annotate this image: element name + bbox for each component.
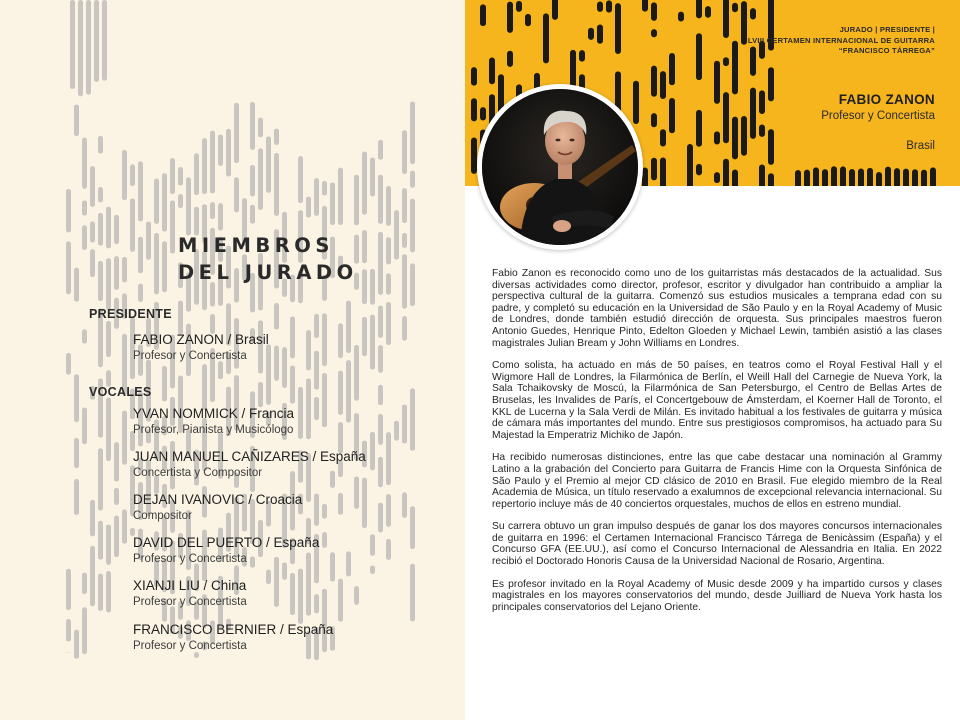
decorative-bar [250, 102, 255, 150]
biography [492, 268, 942, 624]
right-page [465, 0, 960, 720]
bio-paragraph: Es profesor invitado en la Royal Academy of Music desde 2009 y ha impartido cursos y clases magistrales en los mayores conservatorios del mundo, desde Juilliard de Nueva York hasta los principales conservatorios del Lejano Oriente. [492, 578, 942, 613]
decorative-bar [154, 233, 159, 294]
decorative-bar [471, 98, 477, 121]
decorative-bar [74, 630, 79, 659]
decorative-bar [274, 153, 279, 216]
decorative-bar [122, 150, 127, 200]
decorative-bar [98, 448, 103, 510]
decorative-bar [588, 28, 594, 40]
decorative-bar [597, 2, 603, 12]
decorative-bar [642, 0, 648, 12]
decorative-bar [74, 268, 79, 302]
decorative-bar [867, 168, 873, 186]
decorative-bar [314, 594, 319, 613]
decorative-bar [705, 6, 711, 18]
decorative-bar [122, 509, 127, 543]
decorative-bar [82, 329, 87, 343]
decorative-bar [471, 67, 477, 85]
decorative-bar [298, 569, 303, 624]
decorative-bar [507, 2, 513, 33]
decorative-bar [651, 2, 657, 21]
decorative-bar [218, 361, 223, 379]
decorative-bar [615, 3, 621, 54]
member-name: FABIO ZANON / Brasil [133, 332, 269, 347]
decorative-bar [386, 539, 391, 560]
decorative-bar [322, 373, 327, 427]
decorative-bar [250, 165, 255, 196]
decorative-bar [378, 306, 383, 338]
decorative-bar [402, 233, 407, 248]
decorative-bar [250, 205, 255, 224]
member-role: Profesor, Pianista y Musicólogo [133, 424, 294, 436]
decorative-bar [82, 138, 87, 189]
decorative-bar [606, 0, 612, 12]
member-role: Profesor y Concertista [133, 640, 247, 652]
decorative-bar [90, 500, 95, 537]
decorative-bar [90, 221, 95, 242]
decorative-bar [290, 365, 295, 403]
decorative-bar [362, 230, 367, 263]
decorative-bar [234, 177, 239, 212]
decorative-bar [266, 570, 271, 585]
decorative-bar [714, 172, 720, 183]
decorative-bar [138, 284, 143, 302]
decorative-bar [410, 388, 415, 451]
member-entry [133, 449, 366, 480]
decorative-bar [178, 301, 183, 335]
decorative-bar [714, 61, 720, 104]
decorative-bar [74, 479, 79, 515]
decorative-bar [322, 532, 327, 548]
decorative-bar [741, 1, 747, 45]
decorative-bar [94, 0, 99, 82]
decorative-bar [354, 175, 359, 225]
decorative-bar [660, 158, 666, 186]
decorative-bar [266, 136, 271, 193]
decorative-bar [362, 151, 367, 214]
decorative-bar [258, 382, 263, 407]
decorative-bar [306, 378, 311, 439]
member-role: Profesor y Concertista [133, 553, 247, 565]
member-name: DEJAN IVANOVIC / Croacia [133, 492, 303, 507]
decorative-bar [849, 169, 855, 186]
president-heading: PRESIDENTE [89, 307, 172, 321]
decorative-bar [370, 157, 375, 196]
decorative-bar [226, 129, 231, 177]
decorative-bar [831, 166, 837, 186]
decorative-bar [322, 313, 327, 366]
honoree-country: Brasil [906, 140, 935, 152]
decorative-bar [306, 196, 311, 217]
decorative-bar [338, 579, 343, 622]
decorative-bar [507, 51, 513, 67]
decorative-bar [178, 194, 183, 208]
decorative-bar [386, 273, 391, 294]
decorative-bar [912, 169, 918, 186]
decorative-bar [723, 92, 729, 143]
decorative-bar [480, 4, 486, 26]
member-role: Profesor y Concertista [133, 350, 247, 362]
decorative-bar [402, 492, 407, 518]
decorative-bar [90, 249, 95, 277]
event-caption-line-2: LVIII CERTAMEN INTERNACIONAL DE GUITARRA [747, 35, 935, 45]
decorative-bar [86, 0, 91, 95]
decorative-bar [402, 316, 407, 341]
decorative-bar [732, 41, 738, 95]
member-entry [133, 406, 294, 437]
decorative-bar [651, 113, 657, 127]
decorative-bar [114, 442, 119, 481]
decorative-bar [290, 573, 295, 615]
decorative-bar [750, 88, 756, 139]
decorative-bar [130, 198, 135, 252]
decorative-bar [840, 166, 846, 186]
decorative-bar [885, 167, 891, 186]
decorative-bar [102, 0, 107, 81]
decorative-bar [768, 173, 774, 186]
member-name: YVAN NOMMICK / Francia [133, 406, 295, 421]
decorative-bar [74, 105, 79, 137]
decorative-bar [402, 254, 407, 309]
decorative-bar [651, 66, 657, 97]
decorative-bar [314, 493, 319, 525]
bio-paragraph: Como solista, ha actuado en más de 50 países, en teatros como el Royal Festival Hall y el Wigmore Hall de Londres, la Filarmónica de Berlín, el Weill Hall del Carnegie de Nueva York, la Sala Tchaikovsky de Moscú, la Filarmónica de San Petersburgo, el Centro de Bellas Artes de Bruselas, les Invalides de París, el Concertgebouw de Ámsterdam, el Koerner Hall de Toronto, el KKL de Lucerna y la Sala Verdi de Milán. Es invitado habitual a los festivales de guitarra y música de cámara más importantes del mundo. Entre sus prestigiosos compromisos, ha actuado para Su Majestad la Emperatriz Michiko de Japón. [492, 360, 942, 441]
decorative-bar [218, 134, 223, 166]
decorative-bar [525, 14, 531, 26]
decorative-bar [378, 175, 383, 224]
decorative-bar [162, 366, 167, 402]
decorative-bar [669, 53, 675, 85]
decorative-bar [386, 494, 391, 527]
decorative-bar [290, 316, 295, 358]
decorative-bar [338, 168, 343, 225]
decorative-bar [378, 503, 383, 533]
decorative-bar [543, 13, 549, 63]
president-entry [133, 332, 269, 363]
decorative-bar [362, 269, 367, 304]
jury-title [178, 232, 358, 286]
decorative-bar [386, 237, 391, 264]
decorative-bar [354, 476, 359, 509]
decorative-bar [78, 0, 83, 96]
decorative-bar [82, 225, 87, 250]
decorative-bar [410, 171, 415, 188]
decorative-bar [687, 144, 693, 186]
decorative-bar [732, 3, 738, 13]
decorative-bar [170, 158, 175, 194]
decorative-bar [410, 102, 415, 165]
decorative-bar [768, 129, 774, 165]
decorative-bar [876, 172, 882, 186]
decorative-bar [90, 546, 95, 607]
decorative-bar [750, 8, 756, 19]
decorative-bar [70, 0, 75, 89]
decorative-bar [930, 167, 936, 186]
decorative-bar [903, 169, 909, 186]
decorative-bar [82, 200, 87, 215]
decorative-bar [378, 140, 383, 160]
member-name: JUAN MANUEL CAÑIZARES / España [133, 449, 366, 464]
decorative-bar [894, 168, 900, 186]
decorative-bar [98, 261, 103, 301]
member-entry [133, 535, 319, 566]
decorative-bar [274, 346, 279, 381]
decorative-bar [732, 117, 738, 160]
decorative-bar [338, 323, 343, 358]
honoree-role: Profesor y Concertista [821, 110, 935, 122]
decorative-bar [759, 90, 765, 114]
decorative-bar [410, 506, 415, 549]
decorative-bar [633, 81, 639, 124]
decorative-bar [186, 177, 191, 235]
decorative-bar [98, 213, 103, 246]
decorative-bar [194, 652, 199, 658]
decorative-bar [202, 138, 207, 194]
member-entry [133, 578, 247, 609]
decorative-bar [858, 168, 864, 186]
decorative-bar [723, 159, 729, 186]
decorative-bar [298, 387, 303, 439]
decorative-bar [106, 524, 111, 564]
decorative-bar [370, 432, 375, 471]
decorative-bar [678, 12, 684, 22]
bio-paragraph: Ha recibido numerosas distinciones, entre las que cabe destacar una nominación al Grammy Latino a la grabación del Concierto para Guitarra de Francis Hime con la Orquesta Sinfónica de São Paulo y el Premio al mejor CD clásico de 2010 en Brasil. Fue elegido miembro de la Real Academia de Música, un título reservado a exalumnos de excepcional relevancia internacional. Su repertorio incluye más de 40 conciertos orquestales, muchos de ellos en estreno mundial. [492, 452, 942, 510]
decorative-bar [410, 263, 415, 306]
decorative-bar [378, 385, 383, 406]
event-caption-line-1: JURADO | PRESIDENTE | [839, 25, 935, 34]
decorative-bar [66, 189, 71, 232]
decorative-bar [696, 164, 702, 175]
decorative-bar [258, 148, 263, 210]
decorative-bar [402, 188, 407, 223]
decorative-bar [338, 493, 343, 515]
jury-title-line-2: DEL JURADO [178, 261, 358, 284]
member-name: DAVID DEL PUERTO / España [133, 535, 320, 550]
decorative-bar [66, 353, 71, 375]
decorative-bar [480, 107, 486, 120]
decorative-bar [804, 170, 810, 186]
decorative-bar [322, 504, 327, 519]
decorative-bar [82, 573, 87, 595]
decorative-bar [378, 414, 383, 445]
decorative-bar [822, 169, 828, 186]
decorative-bar [154, 178, 159, 224]
decorative-bar [759, 165, 765, 186]
decorative-bar [106, 321, 111, 357]
vocals-heading: VOCALES [89, 385, 152, 399]
decorative-bar [696, 33, 702, 80]
decorative-bar [122, 411, 127, 465]
decorative-bar [258, 118, 263, 138]
decorative-bar [489, 57, 495, 84]
decorative-bar [122, 257, 127, 283]
decorative-bar [346, 360, 351, 422]
decorative-bar [696, 110, 702, 147]
decorative-bar [66, 569, 71, 611]
decorative-bar [178, 167, 183, 186]
decorative-bar [330, 552, 335, 581]
decorative-bar [378, 457, 383, 488]
decorative-bar [723, 57, 729, 66]
member-role: Concertista y Compositor [133, 467, 263, 479]
member-entry [133, 492, 302, 523]
decorative-bar [138, 237, 143, 273]
decorative-bar [202, 364, 207, 410]
decorative-bar [106, 398, 111, 462]
decorative-bar [354, 586, 359, 605]
decorative-bar [660, 71, 666, 99]
decorative-bar [98, 187, 103, 202]
decorative-bar [170, 200, 175, 253]
decorative-bar [402, 404, 407, 443]
member-name: FRANCISCO BERNIER / España [133, 622, 334, 637]
decorative-bar [274, 129, 279, 145]
decorative-bar [516, 1, 522, 12]
decorative-bar [194, 153, 199, 195]
decorative-bar [98, 136, 103, 154]
decorative-bar [378, 345, 383, 373]
member-role: Compositor [133, 510, 192, 522]
bio-paragraph: Fabio Zanon es reconocido como uno de los guitarristas más destacados de la actualidad. Sus diversas actividades como director, profesor, escritor y divulgador han contribuido a ampliar la perspectiva cultural de la guitarra. Comenzó sus estudios musicales a temprana edad con su padre, y completó su educación en la Universidad de São Paulo y en la Royal Academy of Music de Londres, donde también estudió dirección de orquesta. Sus principales maestros fueron Antonio Guedes, Henrique Pinto, Edelton Gloeden y Michael Lewin, también asistió a las clases magistrales Julian Bream y John Williams en Londres. [492, 268, 942, 349]
decorative-bar [114, 215, 119, 244]
decorative-bar [346, 551, 351, 576]
decorative-bar [651, 29, 657, 37]
decorative-bar [597, 24, 603, 43]
decorative-bar [660, 129, 666, 146]
decorative-bar [768, 67, 774, 101]
decorative-bar [370, 565, 375, 574]
decorative-bar [322, 181, 327, 196]
decorative-bar [552, 0, 558, 20]
decorative-bar [394, 210, 399, 260]
decorative-bar [114, 488, 119, 505]
decorative-bar [669, 98, 675, 133]
decorative-bar [759, 124, 765, 136]
decorative-bar [338, 371, 343, 415]
decorative-bar [66, 241, 71, 294]
decorative-bar [813, 167, 819, 186]
decorative-bar [386, 432, 391, 485]
decorative-bar [162, 173, 167, 232]
decorative-bar [282, 347, 287, 388]
decorative-bar [579, 50, 585, 61]
portrait-photo [482, 89, 638, 245]
member-role: Profesor y Concertista [133, 596, 247, 608]
decorative-bar [106, 571, 111, 613]
decorative-bar [114, 256, 119, 290]
decorative-bar [314, 178, 319, 216]
decorative-bar [354, 345, 359, 401]
decorative-bar [402, 130, 407, 174]
decorative-bar [98, 574, 103, 611]
decorative-bar [210, 314, 215, 334]
event-caption-line-3: “FRANCISCO TÁRREGA” [838, 46, 935, 55]
decorative-bar [651, 158, 657, 181]
decorative-bar [146, 221, 151, 259]
decorative-bar [82, 607, 87, 654]
decorative-bar [106, 207, 111, 249]
honoree-name: FABIO ZANON [838, 92, 935, 107]
decorative-bar [921, 170, 927, 186]
member-name: XIANJI LIU / China [133, 578, 247, 593]
decorative-bar [410, 564, 415, 622]
decorative-bar [370, 534, 375, 556]
bio-paragraph: Su carrera obtuvo un gran impulso después de ganar los dos mayores concursos internacionales de guitarra en 1996: el Certamen Internacional Francisco Tárrega de Benicàssim (España) y el Concurso GFA (EE.UU.), así como el Concurso Internacional de Alessandria en Italia. En 2022 recibió el Doctorado Honoris Causa de la Universidad Nacional de Rosario, Argentina. [492, 521, 942, 568]
decorative-bar [410, 199, 415, 253]
decorative-bar [66, 619, 71, 642]
decorative-bar [218, 203, 223, 231]
event-caption [748, 25, 935, 57]
decorative-bar [74, 438, 79, 468]
decorative-bar [370, 269, 375, 305]
decorative-bar [274, 303, 279, 330]
decorative-bar [210, 131, 215, 194]
decorative-bar [362, 317, 367, 356]
decorative-bar [234, 103, 239, 163]
decorative-bar [306, 330, 311, 370]
decorative-bar [314, 351, 319, 390]
decorative-bar [82, 407, 87, 444]
left-page [0, 0, 465, 720]
decorative-bar [98, 521, 103, 560]
decorative-bar [795, 170, 801, 186]
decorative-bar [114, 516, 119, 558]
decorative-bar [362, 478, 367, 528]
decorative-bar [330, 182, 335, 225]
decorative-bar [696, 0, 702, 18]
decorative-bar [106, 258, 111, 310]
decorative-bar [386, 186, 391, 226]
guitarist-portrait-image [482, 89, 638, 245]
decorative-bar [378, 232, 383, 295]
decorative-bar [314, 397, 319, 420]
decorative-bar [394, 421, 399, 441]
decorative-bar [370, 315, 375, 370]
decorative-bar [138, 161, 143, 221]
decorative-bar [74, 374, 79, 422]
decorative-bar [90, 166, 95, 207]
decorative-bar [732, 169, 738, 186]
decorative-bar [714, 131, 720, 144]
decorative-bar [386, 302, 391, 345]
decorative-bar [210, 202, 215, 219]
jury-title-line-1: MIEMBROS [178, 234, 334, 257]
decorative-bar [298, 156, 303, 203]
decorative-bar [162, 241, 167, 292]
decorative-bar [314, 314, 319, 338]
member-entry [133, 622, 333, 653]
decorative-bar [723, 0, 729, 38]
decorative-bar [346, 301, 351, 353]
decorative-bar [130, 164, 135, 186]
decorative-bar [741, 116, 747, 156]
